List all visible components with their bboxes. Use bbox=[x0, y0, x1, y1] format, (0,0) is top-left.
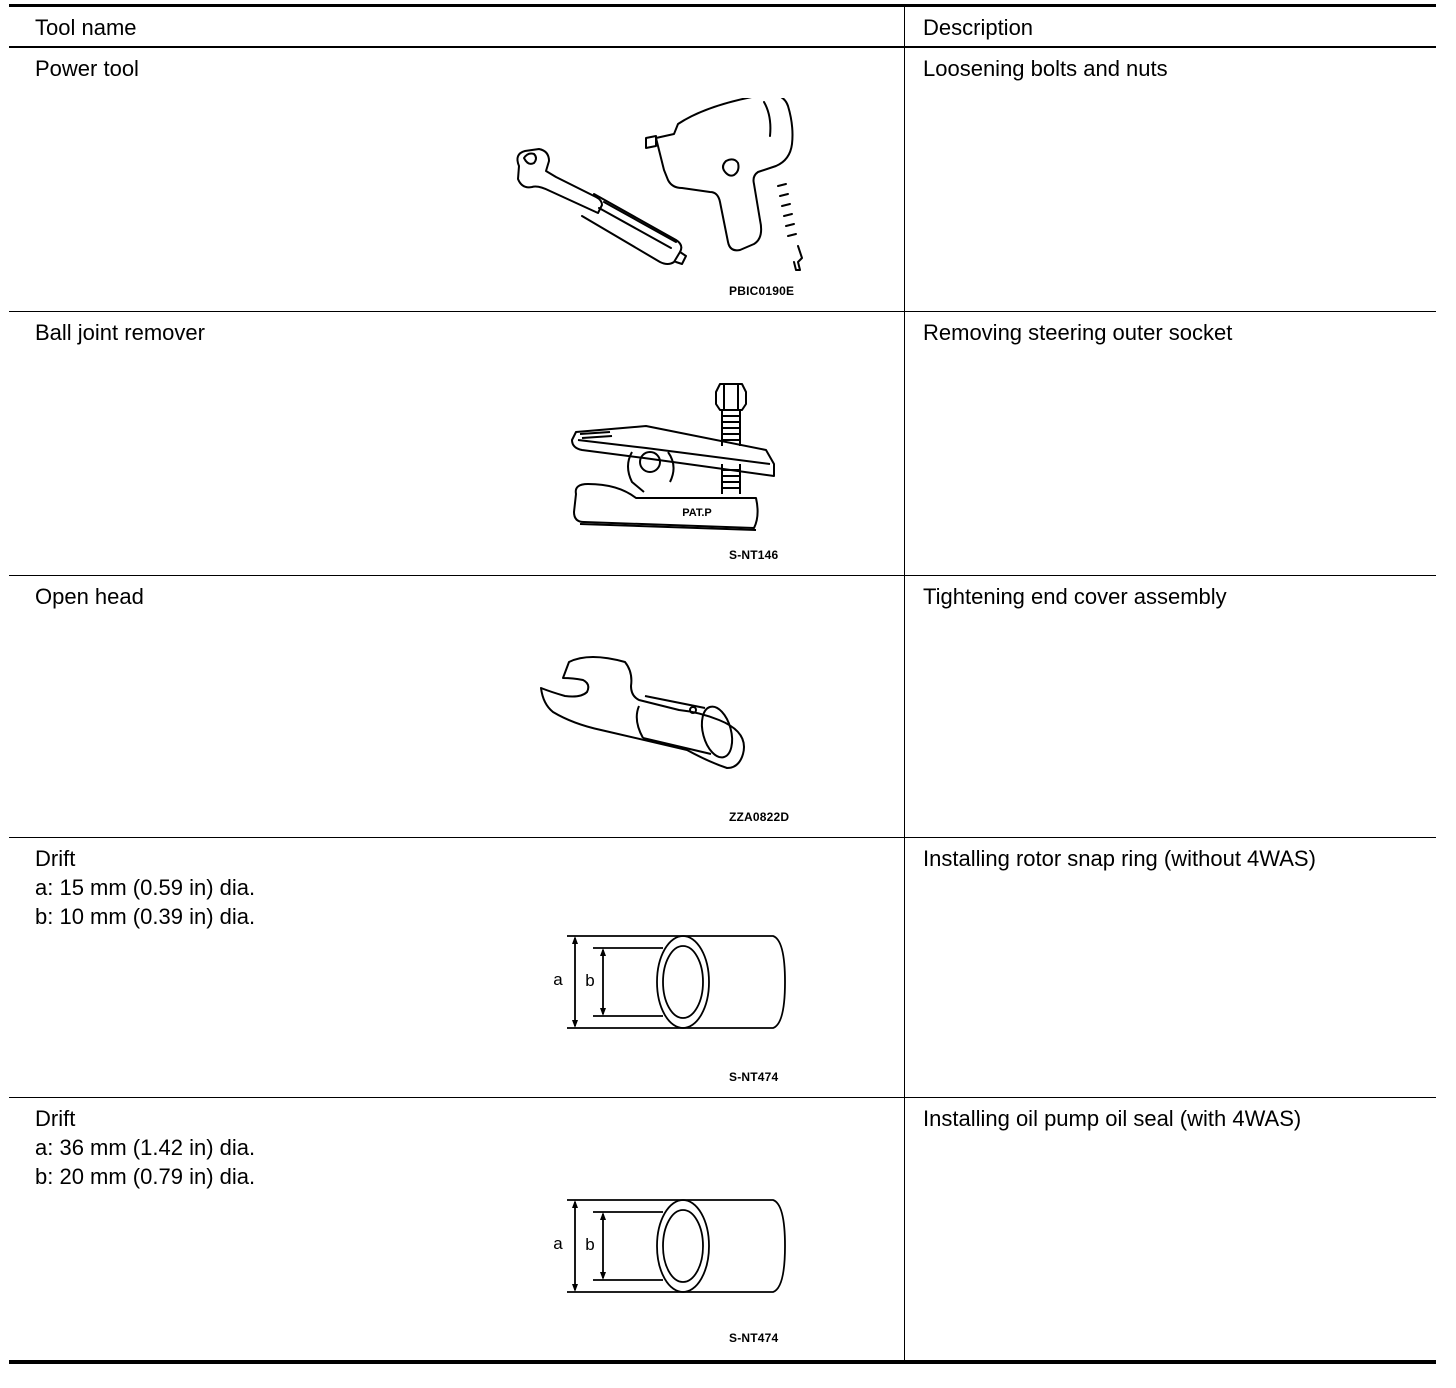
drift-illustration bbox=[539, 930, 799, 1034]
power-tool-illustration bbox=[494, 98, 814, 278]
tool-description: Installing oil pump oil seal (with 4WAS) bbox=[923, 1106, 1302, 1131]
drift-illustration bbox=[539, 1194, 799, 1298]
figure-code: PBIC0190E bbox=[729, 284, 795, 298]
tool-description: Loosening bolts and nuts bbox=[923, 56, 1168, 81]
ball-joint-remover-illustration bbox=[564, 378, 784, 534]
table-row bbox=[9, 576, 1436, 838]
table-bottom-rule bbox=[9, 1360, 1436, 1364]
dim-label-a: a bbox=[553, 1234, 563, 1253]
figure-label: PAT.P bbox=[682, 507, 712, 519]
dim-label-b: b bbox=[585, 971, 595, 990]
table-header bbox=[9, 7, 1436, 48]
tool-description: Tightening end cover assembly bbox=[923, 584, 1227, 609]
figure-code: S-NT474 bbox=[729, 1331, 779, 1345]
table-row bbox=[9, 48, 1436, 312]
tool-name: Drift a: 15 mm (0.59 in) dia. b: 10 mm (0.39 in) dia. bbox=[35, 846, 256, 929]
table-row bbox=[9, 838, 1436, 1098]
figure-code: ZZA0822D bbox=[729, 810, 790, 824]
tool-description: Installing rotor snap ring (without 4WAS) bbox=[923, 846, 1316, 871]
dim-label-b: b bbox=[585, 1235, 595, 1254]
figure-code: S-NT146 bbox=[729, 548, 779, 562]
tool-name: Drift a: 36 mm (1.42 in) dia. b: 20 mm (0.79 in) dia. bbox=[35, 1106, 256, 1189]
open-head-illustration bbox=[535, 650, 749, 770]
tool-name: Ball joint remover bbox=[35, 320, 205, 345]
tool-name: Power tool bbox=[35, 56, 139, 81]
header-tool-name: Tool name bbox=[35, 15, 137, 40]
header-description: Description bbox=[923, 15, 1034, 40]
dim-label-a: a bbox=[553, 970, 563, 989]
table-row bbox=[9, 1098, 1436, 1360]
table-row bbox=[9, 312, 1436, 576]
figure-code: S-NT474 bbox=[729, 1070, 779, 1084]
tool-description: Removing steering outer socket bbox=[923, 320, 1233, 345]
tool-name: Open head bbox=[35, 584, 144, 609]
